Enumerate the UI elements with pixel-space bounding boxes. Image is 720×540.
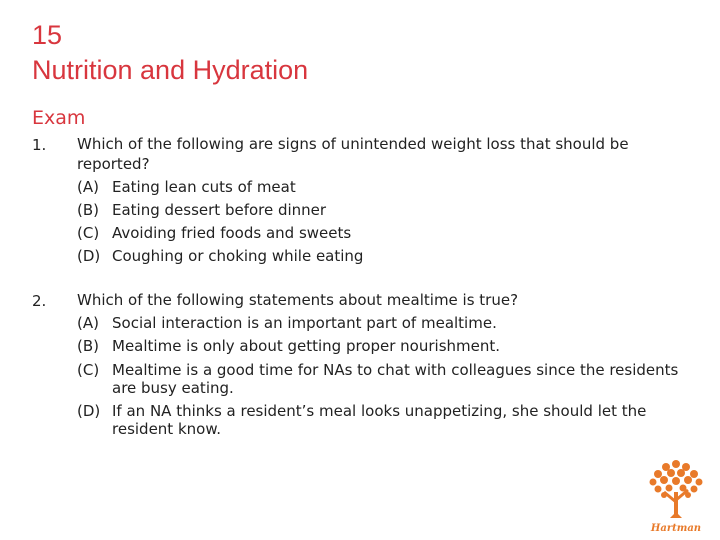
option-text: Coughing or choking while eating: [112, 247, 364, 265]
answer-option: [77, 176, 692, 199]
question-text: Which of the following are signs of unintended weight loss that should be reported?: [77, 135, 629, 173]
option-letter: (A): [77, 178, 99, 196]
answer-option: [77, 222, 692, 245]
option-letter: (C): [77, 224, 100, 242]
option-letter: (D): [77, 402, 101, 420]
option-letter: (C): [77, 361, 100, 379]
option-letter: (B): [77, 201, 99, 219]
section-title: Exam: [32, 107, 86, 129]
question-number: 2.: [32, 292, 47, 310]
option-text: If an NA thinks a resident’s meal looks unappetizing, she should let the resident know.: [112, 402, 647, 438]
answer-option: [77, 399, 692, 440]
question-list: [32, 134, 692, 440]
option-letter: (D): [77, 247, 101, 265]
answer-option: [77, 335, 692, 358]
chapter-heading: [32, 18, 308, 88]
publisher-logo: [646, 458, 706, 534]
answer-option: [77, 358, 692, 399]
question-number: 1.: [32, 136, 47, 154]
option-text: Eating dessert before dinner: [112, 201, 327, 219]
question-2: [32, 290, 692, 440]
logo-text: Hartman: [650, 523, 702, 534]
option-text: Mealtime is only about getting proper nourishment.: [112, 337, 501, 355]
answer-option: [77, 312, 692, 335]
option-letter: (A): [77, 314, 99, 332]
chapter-number: 15: [32, 20, 63, 50]
question-1: [32, 134, 692, 268]
option-text: Mealtime is a good time for NAs to chat with colleagues since the residents are busy eating.: [112, 361, 679, 397]
answer-option: [77, 199, 692, 222]
option-text: Eating lean cuts of meat: [112, 178, 296, 196]
option-text: Avoiding fried foods and sweets: [112, 224, 352, 242]
chapter-title: Nutrition and Hydration: [32, 55, 309, 85]
answer-option: [77, 245, 692, 268]
option-text: Social interaction is an important part of mealtime.: [112, 314, 497, 332]
heart-tree-icon: [646, 458, 706, 520]
option-letter: (B): [77, 337, 99, 355]
question-text: Which of the following statements about mealtime is true?: [77, 291, 519, 309]
